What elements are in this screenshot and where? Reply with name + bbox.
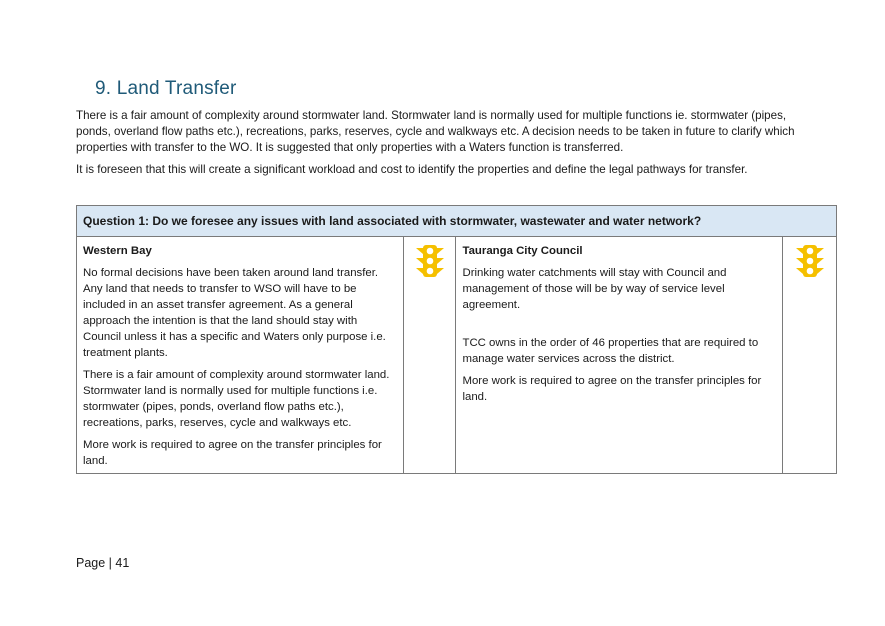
- western-bay-status-cell: [403, 237, 456, 474]
- workload-paragraph: It is foreseen that this will create a significant workload and cost to identify the properties and define the legal pathways for transfer.: [76, 163, 748, 176]
- question-header-row: [77, 206, 837, 237]
- section-heading: 9. Land Transfer: [95, 78, 237, 99]
- western-bay-paragraph: There is a fair amount of complexity around stormwater land. Stormwater land is normally used for multiple functions i.e. stormwater (pipes, ponds, overland flow paths etc.), recreations, parks, reserves, cycle and walkways etc.: [83, 369, 390, 429]
- tauranga-paragraph: Drinking water catchments will stay with Council and management of those will be by way of service level agreement.: [462, 267, 727, 311]
- western-bay-title: Western Bay: [83, 245, 152, 257]
- tauranga-title: Tauranga City Council: [462, 245, 583, 257]
- traffic-light-amber-icon: [795, 244, 825, 278]
- tauranga-paragraph: TCC owns in the order of 46 properties that are required to manage water services across the district.: [462, 337, 759, 365]
- answer-row: [77, 237, 837, 474]
- tauranga-cell: [456, 237, 783, 474]
- traffic-light-amber-icon: [415, 244, 445, 278]
- intro-paragraph: There is a fair amount of complexity around stormwater land. Stormwater land is normally used for multiple functions ie. stormwater (pipes, ponds, overland flow paths etc.), recreations, parks, reserves, cycle and walkways etc. A decision needs to be taken in future to clarify which properties with transfer to the WO. It is suggested that only properties with a Waters function is transferred.: [76, 109, 795, 154]
- western-bay-cell: [77, 237, 404, 474]
- question-header: Question 1: Do we foresee any issues with land associated with stormwater, wastewater and water network?: [77, 206, 837, 237]
- western-bay-paragraph: More work is required to agree on the transfer principles for land.: [83, 439, 382, 467]
- tauranga-status-cell: [783, 237, 837, 474]
- page-number: Page | 41: [76, 556, 130, 570]
- tauranga-paragraph: More work is required to agree on the transfer principles for land.: [462, 375, 762, 403]
- question-table: [76, 205, 837, 474]
- western-bay-paragraph: No formal decisions have been taken around land transfer. Any land that needs to transfer to WSO will have to be included in an asset transfer agreement. As a general approach the intention is that the land should stay with Council unless it has a specific and Waters only purpose i.e. treatment plants.: [83, 267, 386, 359]
